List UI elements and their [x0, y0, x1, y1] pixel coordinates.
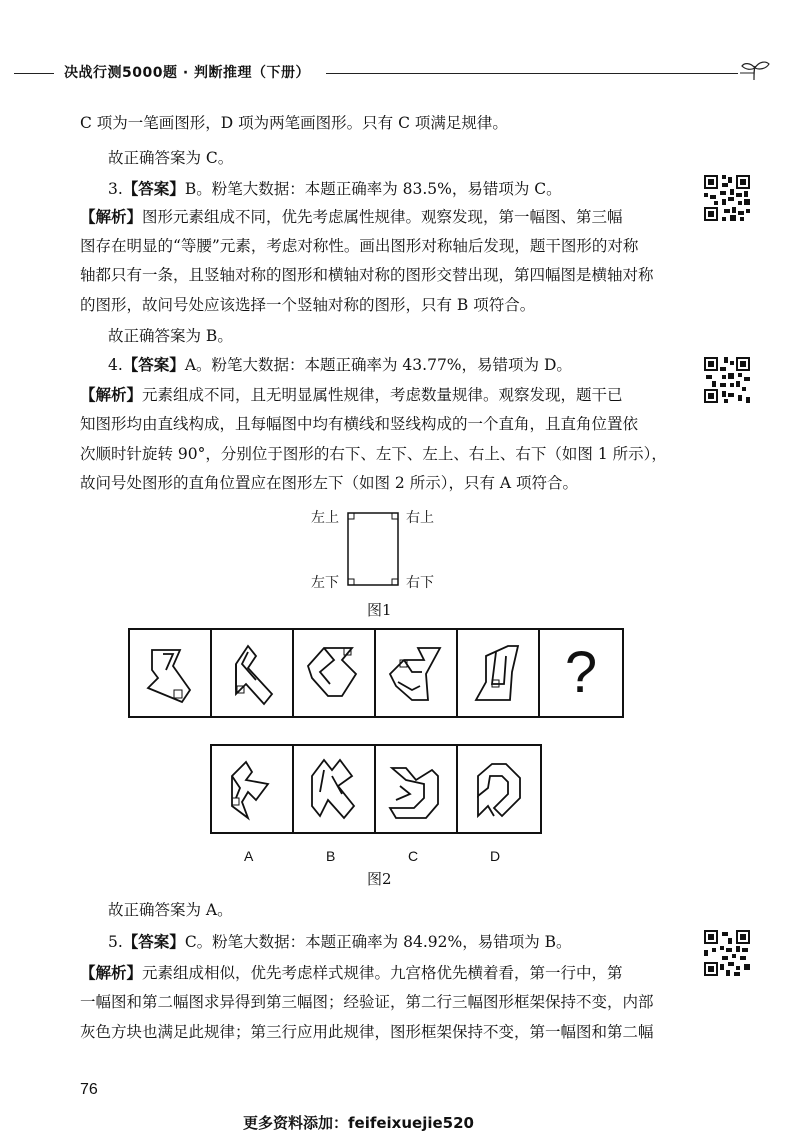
q3-explanation-line: 轴都只有一条，且竖轴对称的图形和横轴对称的图形交替出现，第四幅图是横轴对称 — [80, 266, 654, 284]
answer-tag: 【答案】 — [122, 180, 185, 198]
option-a-cell[interactable] — [212, 746, 294, 832]
header-rule-left — [14, 73, 54, 74]
answer-tag: 【答案】 — [122, 356, 185, 374]
q4-number: 4. — [108, 356, 123, 374]
qr-code-icon[interactable] — [702, 355, 752, 405]
question-cell-4 — [376, 630, 458, 716]
qr-code-icon[interactable] — [702, 928, 752, 978]
option-label-d[interactable]: D — [490, 848, 501, 864]
question-figure-row — [128, 628, 624, 718]
explanation-tag: 【解析】 — [80, 386, 143, 404]
option-c-cell[interactable] — [376, 746, 458, 832]
q4-explanation-line: 次顺时针旋转 90°，分别位于图形的右下、左下、左上、右上、右下（如图 1 所示）， — [80, 445, 667, 463]
page-number: 76 — [80, 1081, 98, 1098]
sprout-icon — [738, 60, 772, 88]
puzzle-shape-2 — [212, 630, 292, 716]
q5-explanation-line: 一幅图和第二幅图求异得到第三幅图；经验证，第二行三幅图形框架保持不变，内部 — [80, 993, 654, 1011]
q3-explanation-line: 图存在明显的“等腰”元素，考虑对称性。画出图形对称轴后发现，题干图形的对称 — [80, 237, 639, 255]
q5-answer-text: C。粉笔大数据：本题正确率为 84.92%，易错项为 B。 — [184, 933, 572, 951]
q4-explanation-line — [80, 385, 623, 405]
question-cell-2 — [212, 630, 294, 716]
option-d-cell[interactable] — [458, 746, 540, 832]
q4-explanation-line: 故问号处图形的直角位置应在图形左下（如图 2 所示），只有 A 项符合。 — [80, 474, 579, 492]
q3-number: 3. — [108, 180, 123, 198]
q4-exp-text: 元素组成不同，且无明显属性规律，考虑数量规律。观察发现，题干已 — [142, 386, 623, 404]
option-c-shape — [376, 746, 456, 832]
label-top-right: 右上 — [406, 510, 434, 526]
q3-explanation-line: 的图形，故问号处应该选择一个竖轴对称的图形，只有 B 项符合。 — [80, 296, 536, 314]
q4-explanation-line: 知图形均由直线构成，且每幅图中均有横线和竖线构成的一个直角，且直角位置依 — [80, 415, 639, 433]
option-label-b[interactable]: B — [326, 848, 336, 864]
label-bottom-right: 右下 — [406, 575, 434, 591]
answer-line: 故正确答案为 C。 — [108, 149, 234, 167]
puzzle-shape-5 — [458, 630, 538, 716]
option-b-shape — [294, 746, 374, 832]
option-b-cell[interactable] — [294, 746, 376, 832]
footer-note: 更多资料添加：feifeixuejie520 — [243, 1114, 474, 1132]
q3-answer-text: B。粉笔大数据：本题正确率为 83.5%，易错项为 C。 — [184, 180, 562, 198]
q3-explanation-line — [80, 207, 623, 227]
question-cell-5 — [458, 630, 540, 716]
q5-exp-text: 元素组成相似，优先考虑样式规律。九宫格优先横着看，第一行中，第 — [142, 964, 623, 982]
text-line: C 项为一笔画图形，D 项为两笔画图形。只有 C 项满足规律。 — [80, 114, 508, 132]
options-figure-row — [210, 744, 542, 834]
q5-answer — [108, 932, 572, 952]
q3-exp-text: 图形元素组成不同，优先考虑属性规律。观察发现，第一幅图、第三幅 — [142, 208, 623, 226]
q4-answer-text: A。粉笔大数据：本题正确率为 43.77%，易错项为 D。 — [184, 356, 572, 374]
figure-2-caption: 图2 — [367, 870, 392, 888]
q5-explanation-line — [80, 963, 623, 983]
question-cell-1 — [130, 630, 212, 716]
option-a-shape — [212, 746, 292, 832]
q3-final-answer: 故正确答案为 B。 — [108, 327, 233, 345]
puzzle-shape-4 — [376, 630, 456, 716]
running-header — [14, 60, 774, 88]
explanation-tag: 【解析】 — [80, 208, 143, 226]
q3-answer — [108, 179, 562, 199]
figure-1-caption: 图1 — [367, 601, 392, 619]
q4-answer — [108, 355, 572, 375]
header-rule-right — [326, 73, 738, 74]
question-mark: ? — [564, 640, 598, 705]
q5-number: 5. — [108, 933, 123, 951]
option-label-a[interactable]: A — [244, 848, 254, 864]
figure-1 — [300, 505, 460, 625]
question-cell-3 — [294, 630, 376, 716]
option-label-c[interactable]: C — [408, 848, 419, 864]
label-bottom-left: 左下 — [311, 575, 339, 591]
option-d-shape — [458, 746, 538, 832]
q5-explanation-line: 灰色方块也满足此规律；第三行应用此规律，图形框架保持不变，第一幅图和第二幅 — [80, 1023, 654, 1041]
question-mark-cell — [540, 630, 622, 716]
book-title: 决战行测5000题 · 判断推理（下册） — [64, 65, 311, 81]
puzzle-shape-1 — [130, 630, 210, 716]
answer-tag: 【答案】 — [122, 933, 185, 951]
qr-code-icon[interactable] — [702, 173, 752, 223]
puzzle-shape-3 — [294, 630, 374, 716]
label-top-left: 左上 — [311, 510, 339, 526]
explanation-tag: 【解析】 — [80, 964, 143, 982]
q4-final-answer: 故正确答案为 A。 — [108, 901, 233, 919]
